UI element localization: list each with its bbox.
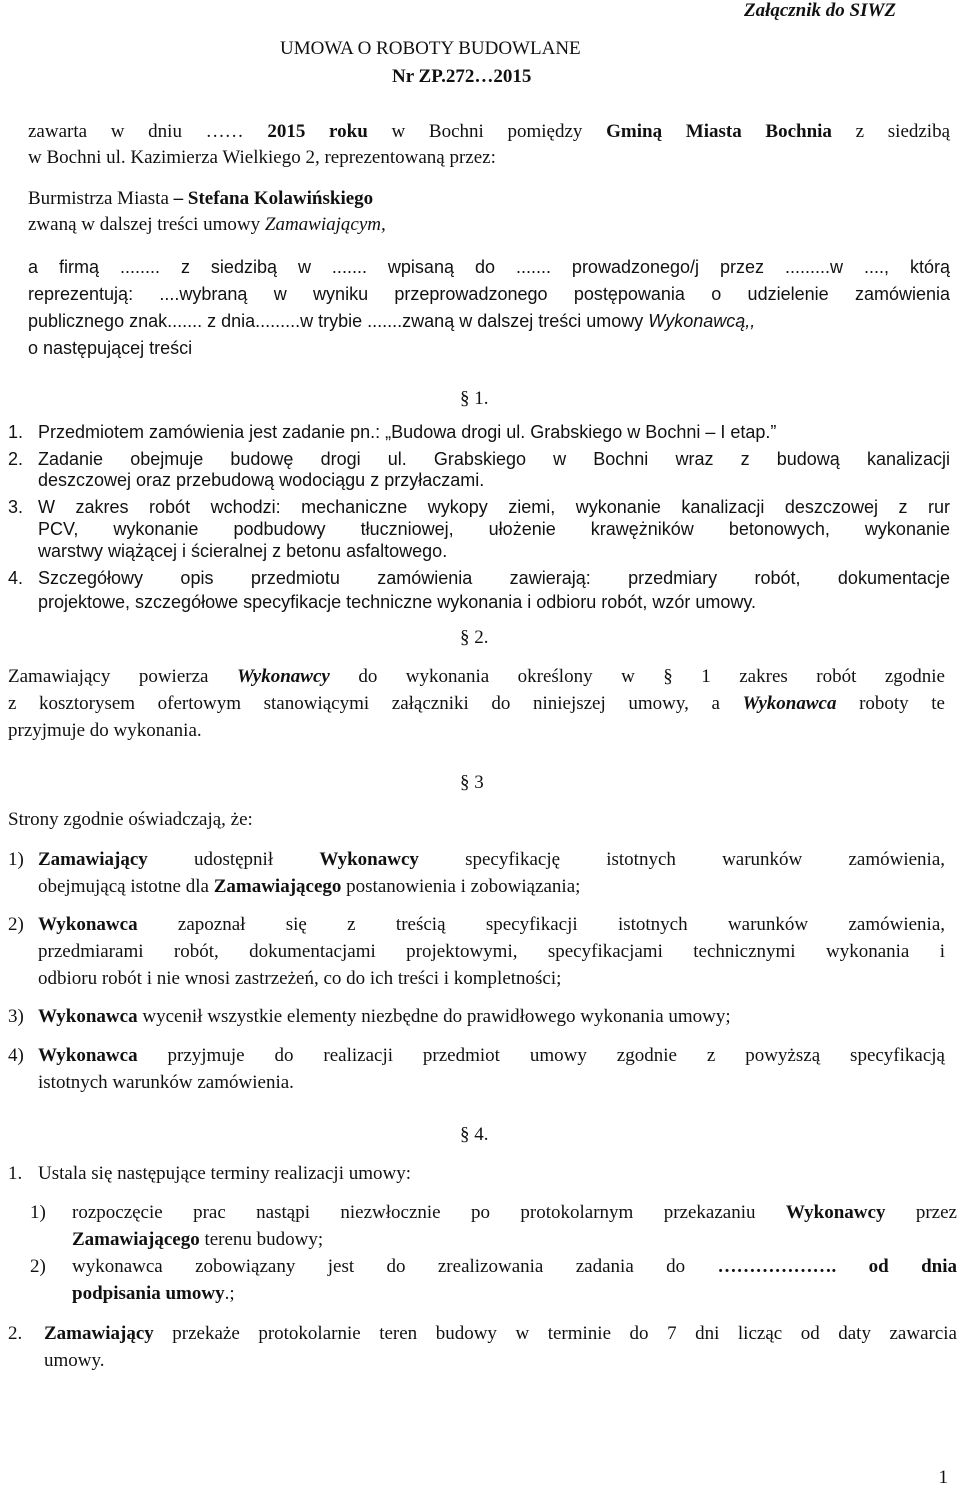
s4-item-2-line-2: umowy.: [44, 1350, 105, 1371]
s3-point-4-line-2: istotnych warunków zamówienia.: [38, 1072, 294, 1093]
s3-point-2-line-1: Wykonawca zapoznał się z treścią specyfikacji istotnych warunków zamówienia,: [38, 914, 945, 935]
s3-point-4-line-1: Wykonawca przyjmuje do realizacji przedmiot umowy zgodnie z powyższą specyfikacją: [38, 1045, 945, 1066]
s3-point-3-num: 3): [8, 1006, 24, 1027]
s4-sub-2-num: 2): [30, 1256, 46, 1277]
s4-sub-1-num: 1): [30, 1202, 46, 1223]
page-number: 1: [938, 1467, 948, 1488]
preamble-line-2: w Bochni ul. Kazimierza Wielkiego 2, reprezentowaną przez:: [28, 147, 496, 168]
s4-item-1-text: Ustala się następujące terminy realizacji umowy:: [38, 1163, 411, 1184]
s3-point-2-line-3: odbioru robót i nie wnosi zastrzeżeń, co do ich treści i kompletności;: [38, 968, 562, 989]
s1-item-3-num: 3.: [8, 497, 24, 517]
s4-sub-2-line-2: podpisania umowy.;: [72, 1283, 235, 1304]
preamble-line-8: o następującej treści: [28, 338, 193, 358]
preamble-line-3: Burmistrza Miasta – Stefana Kolawińskiego: [28, 188, 374, 209]
preamble-line-5: a firmą ........ z siedzibą w ....... wpisaną do ....... prowadzonego/j przez .........w ...., którą: [28, 257, 950, 277]
s1-item-1-text: Przedmiotem zamówienia jest zadanie pn.: „Budowa drogi ul. Grabskiego w Bochni – I etap.”: [38, 422, 777, 442]
section-4-heading: § 4.: [460, 1124, 489, 1145]
s4-sub-1-line-2: Zamawiającego terenu budowy;: [72, 1229, 324, 1250]
s1-item-3-line-3: warstwy wiążącej i ścieralnej z betonu asfaltowego.: [38, 541, 448, 561]
s3-point-3-text: Wykonawca wycenił wszystkie elementy niezbędne do prawidłowego wykonania umowy;: [38, 1006, 731, 1027]
s1-item-2-line-2: deszczowej oraz przebudową wodociągu z przyłaczami.: [38, 470, 485, 490]
attachment-label: Załącznik do SIWZ: [743, 0, 896, 21]
preamble-line-4: zwaną w dalszej treści umowy Zamawiającym,: [28, 214, 386, 235]
section-3-heading: § 3: [460, 772, 484, 793]
s1-item-2-num: 2.: [8, 449, 24, 469]
s3-point-1-line-1: Zamawiający udostępnił Wykonawcy specyfikację istotnych warunków zamówienia,: [38, 849, 945, 870]
s3-point-4-num: 4): [8, 1045, 24, 1066]
s2-line-3: przyjmuje do wykonania.: [8, 720, 202, 741]
s4-sub-2-line-1: wykonawca zobowiązany jest do zrealizowania zadania do ………………. od dnia: [72, 1256, 958, 1277]
s3-point-2-line-2: przedmiarami robót, dokumentacjami projektowymi, specyfikacjami technicznymi wykonania i: [38, 941, 945, 962]
s1-item-3-line-1: W zakres robót wchodzi: mechaniczne wykopy ziemi, wykonanie kanalizacji deszczowej z rur: [38, 497, 950, 517]
s1-item-2-line-1: Zadanie obejmuje budowę drogi ul. Grabskiego w Bochni wraz z budową kanalizacji: [38, 449, 950, 469]
preamble-line-6: reprezentują: ....wybraną w wyniku przeprowadzonego postępowania o udzielenie zamówienia: [28, 284, 950, 304]
s3-point-1-line-2: obejmującą istotne dla Zamawiającego postanowienia i zobowiązania;: [38, 876, 581, 897]
s2-line-1: Zamawiający powierza Wykonawcy do wykonania określony w § 1 zakres robót zgodnie: [8, 666, 945, 687]
s4-item-2-num: 2.: [8, 1323, 23, 1344]
section-2-heading: § 2.: [460, 627, 489, 648]
s1-item-4-line-1: Szczegółowy opis przedmiotu zamówienia zawierają: przedmiary robót, dokumentacje: [38, 568, 950, 588]
s4-item-1-num: 1.: [8, 1163, 23, 1184]
s4-item-2-line-1: Zamawiający przekaże protokolarnie teren budowy w terminie do 7 dni licząc od daty zawarcia: [44, 1323, 957, 1344]
s3-point-2-num: 2): [8, 914, 24, 935]
contract-number: Nr ZP.272…2015: [392, 66, 532, 87]
s1-item-1-num: 1.: [8, 422, 24, 442]
preamble-line-7: publicznego znak....... z dnia.........w trybie .......zwaną w dalszej treści umowy Wykonawcą,,: [28, 311, 756, 331]
contract-title: UMOWA O ROBOTY BUDOWLANE: [280, 38, 581, 59]
s3-point-1-num: 1): [8, 849, 24, 870]
s1-item-4-line-2: projektowe, szczegółowe specyfikacje techniczne wykonania i odbioru robót, wzór umowy.: [38, 592, 757, 612]
s1-item-3-line-2: PCV, wykonanie podbudowy tłuczniowej, ułożenie krawężników betonowych, wykonanie: [38, 519, 950, 539]
s1-item-4-num: 4.: [8, 568, 24, 588]
s2-line-2: z kosztorysem ofertowym stanowiącymi załączniki do niniejszej umowy, a Wykonawca roboty te: [8, 693, 945, 714]
preamble-line-1: zawarta w dniu …… 2015 roku w Bochni pomiędzy Gminą Miasta Bochnia z siedzibą: [28, 121, 951, 142]
s4-sub-1-line-1: rozpoczęcie prac nastąpi niezwłocznie po protokolarnym przekazaniu Wykonawcy przez: [72, 1202, 957, 1223]
s3-intro: Strony zgodnie oświadczają, że:: [8, 809, 253, 830]
section-1-heading: § 1.: [460, 388, 489, 409]
